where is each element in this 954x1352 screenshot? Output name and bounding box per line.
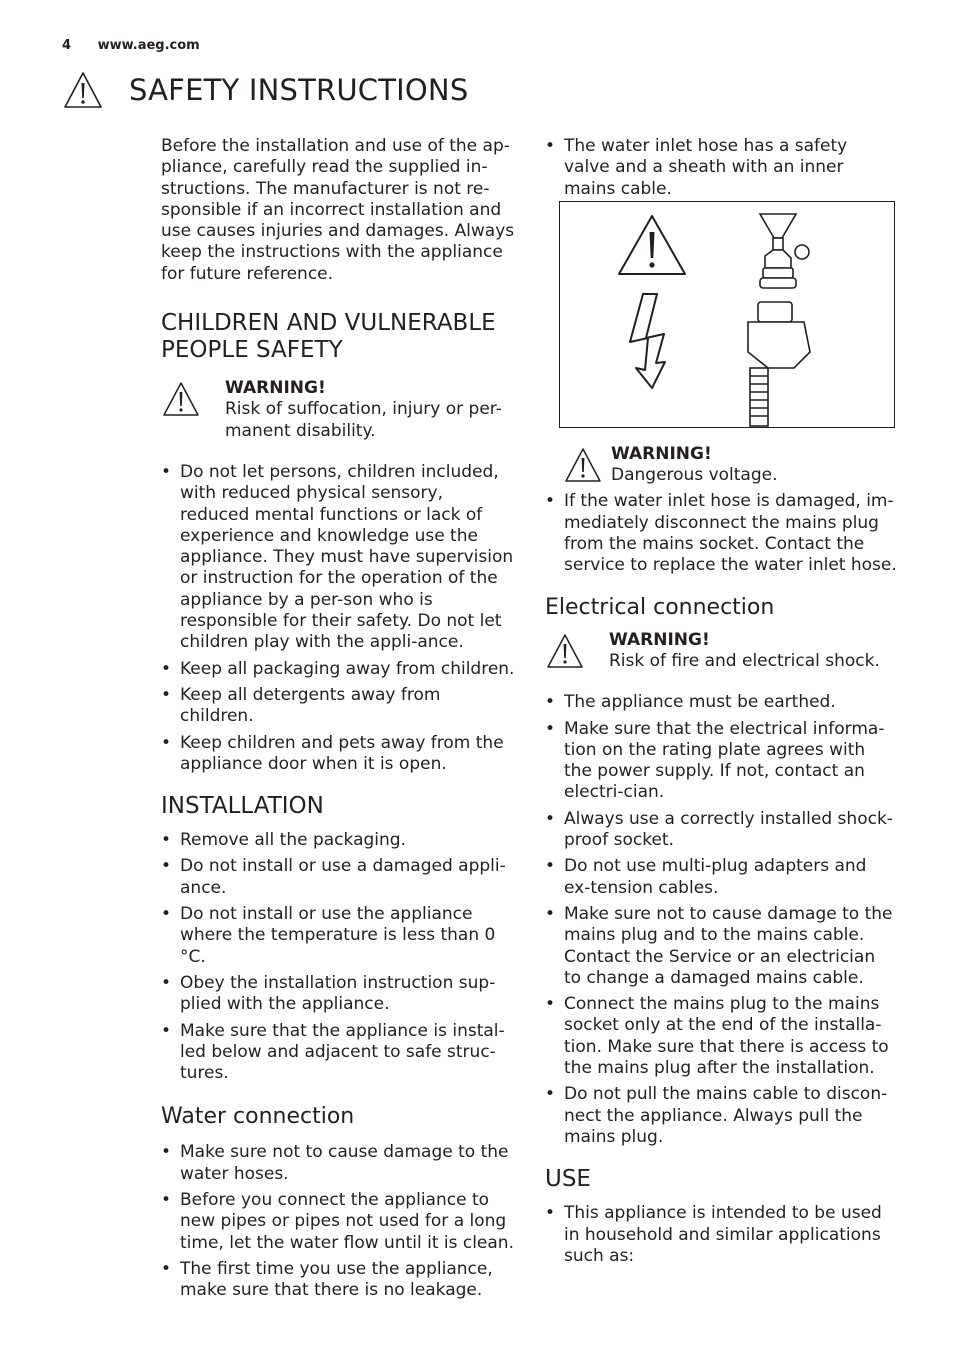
electrical-warning-box (545, 630, 897, 673)
lightning-bolt-icon (630, 294, 665, 388)
list-item: • Do not install or use the appliance where the temperature is less than 0 °C. (161, 904, 516, 968)
list-item: • Do not pull the mains cable to discon-nect the appliance. Always pull the mains plug. (545, 1084, 897, 1148)
list-item: • The water inlet hose has a safety valve and a sheath with an inner mains cable. (545, 136, 897, 200)
use-list (545, 1203, 897, 1267)
list-item: • The appliance must be earthed. (545, 692, 897, 713)
water-connection-heading: Water connection (161, 1104, 355, 1130)
warning-text: Dangerous voltage. (611, 465, 778, 486)
page-number: 4 (62, 38, 72, 53)
list-item: • Do not let persons, children included, with reduced physical sensory, reduced mental functions or lack of experience and knowledge use the appliance. They must have supervision or instruction for the operation of the appliance by a per-son who is responsible for their safety. Do not let children play with the appli-ance. (161, 462, 516, 654)
list-item: • Keep all detergents away from children. (161, 685, 516, 728)
water-list (161, 1142, 516, 1301)
title-row (62, 70, 468, 110)
list-item: • Make sure that the appliance is instal-led below and adjacent to safe struc-tures. (161, 1021, 516, 1085)
list-item: • Make sure that the electrical informa-tion on the rating plate agrees with the power supply. If not, contact an electri-cian. (545, 719, 897, 804)
list-item: • Remove all the packaging. (161, 830, 516, 851)
warning-title: WARNING! (225, 378, 326, 399)
damaged-hose-list (545, 491, 897, 576)
list-item: • The first time you use the appliance, make sure that there is no leakage. (161, 1259, 516, 1302)
warning-title: WARNING! (611, 443, 712, 464)
children-list (161, 462, 516, 775)
list-item: • Make sure not to cause damage to the mains plug and to the mains cable. Contact the Service or an electrician to change a damaged mains cable. (545, 904, 897, 989)
intro-paragraph: Before the installation and use of the ap-pliance, carefully read the supplied in-structions. The manufacturer is not re-sponsible if an incorrect installation and use causes injuries and damages. Always keep the instructions with the appliance for future reference. (161, 136, 515, 284)
voltage-warning-box (563, 444, 897, 487)
list-item: • Keep children and pets away from the appliance door when it is open. (161, 733, 516, 776)
electrical-list (545, 692, 897, 1148)
list-item: • Always use a correctly installed shock-proof socket. (545, 809, 897, 852)
page-title: SAFETY INSTRUCTIONS (129, 73, 469, 107)
list-item: • If the water inlet hose is damaged, im-mediately disconnect the mains plug from the mains socket. Contact the service to replace the water inlet hose. (545, 491, 897, 576)
list-item: • Keep all packaging away from children. (161, 659, 516, 680)
left-column (161, 136, 516, 1306)
warning-triangle-icon (545, 632, 585, 670)
warning-triangle-icon (161, 380, 201, 418)
hose-illustration (559, 201, 895, 428)
list-item: • Make sure not to cause damage to the water hoses. (161, 1142, 516, 1185)
use-heading: USE (545, 1166, 591, 1193)
installation-list (161, 830, 516, 1084)
warning-triangle-icon (563, 446, 603, 484)
electrical-connection-heading: Electrical connection (545, 594, 775, 620)
inlet-hose-icon (748, 214, 810, 426)
warning-title: WARNING! (609, 629, 710, 650)
list-item: • Do not use multi-plug adapters and ex-tension cables. (545, 856, 897, 899)
list-item: • Obey the installation instruction sup-plied with the appliance. (161, 973, 516, 1016)
warning-text: Risk of suffocation, injury or per-manent disability. (225, 399, 502, 441)
children-safety-heading: CHILDREN AND VULNERABLE PEOPLE SAFETY (161, 310, 496, 364)
page-header (62, 38, 200, 53)
list-item: • This appliance is intended to be used in household and similar applications such as: (545, 1203, 897, 1267)
warning-triangle-icon (619, 216, 685, 274)
installation-heading: INSTALLATION (161, 793, 324, 820)
right-column (545, 136, 897, 1272)
warning-box (161, 378, 516, 442)
warning-triangle-icon (62, 70, 104, 110)
list-item: • Before you connect the appliance to new pipes or pipes not used for a long time, let the water flow until it is clean. (161, 1190, 516, 1254)
list-item: • Do not install or use a damaged appli-ance. (161, 856, 516, 899)
hose-list (545, 136, 897, 200)
warning-text: Risk of fire and electrical shock. (609, 650, 880, 671)
site-url[interactable]: www.aeg.com (97, 38, 200, 53)
list-item: • Connect the mains plug to the mains socket only at the end of the installa-tion. Make sure that there is access to the mains plug after the installation. (545, 994, 897, 1079)
